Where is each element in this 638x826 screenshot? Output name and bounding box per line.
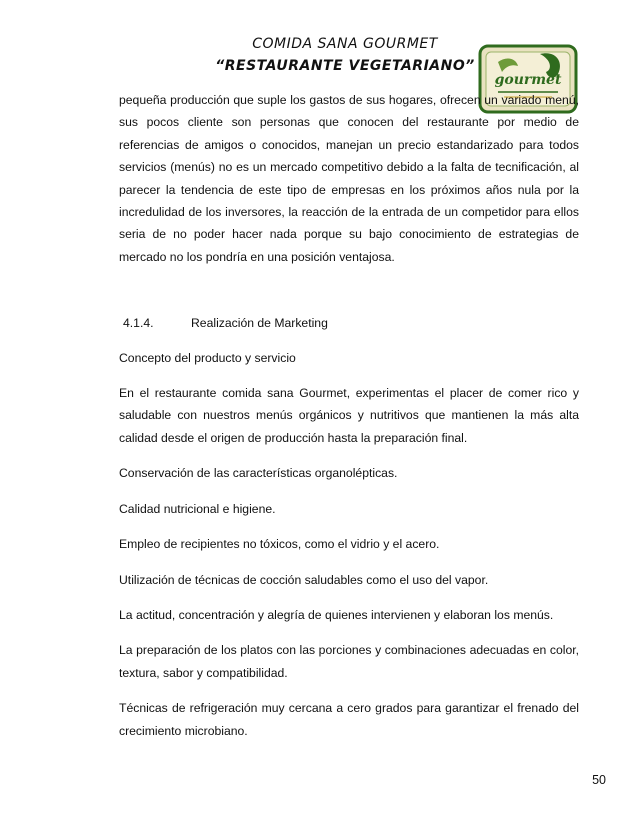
subheading-product-concept: Concepto del producto y servicio (119, 350, 296, 365)
section-heading (119, 312, 579, 334)
paragraph-organoleptic: Conservación de las características organolépticas. (119, 466, 398, 481)
paragraph-competition: pequeña producción que suple los gastos de sus hogares, ofrecen un variado menú, sus pocos cliente son personas que conocen del restaurante por medio de referencias de amigos o conocidos, manejan un precio estandarizado para todos servicios (menús) no es un mercado competitivo debido a la falta de tecnificación, al parecer la tendencia de este tipo de empresas en los próximos años nula por la incredulidad de los inversores, la reacción de la entrada de un competidor para ellos seria de no poder hacer nada porque su bajo conocimiento de estrategias de mercado no los pondría en una posición ventajosa. (119, 93, 579, 264)
header-subtitle: “RESTAURANTE VEGETARIANO” (215, 58, 475, 74)
paragraph-cooking: Utilización de técnicas de cocción saludables como el uso del vapor. (119, 572, 489, 587)
paragraph-nutrition: Calidad nutricional e higiene. (119, 501, 276, 516)
page-content (119, 89, 579, 755)
paragraph-refrigeration: Técnicas de refrigeración muy cercana a cero grados para garantizar el frenado del crecimiento microbiano. (119, 701, 579, 738)
paragraph-preparation: La preparación de los platos con las porciones y combinaciones adecuadas en color, textura, sabor y compatibilidad. (119, 643, 579, 680)
logo-text: gourmet (494, 72, 562, 88)
page-number: 50 (592, 773, 606, 787)
paragraph-containers: Empleo de recipientes no tóxicos, como el vidrio y el acero. (119, 537, 440, 552)
paragraph-restaurant-intro: En el restaurante comida sana Gourmet, experimentas el placer de comer rico y saludable con nuestros menús orgánicos y nutritivos que mantienen la más alta calidad desde el origen de producción hasta la preparación final. (119, 386, 579, 445)
header-title: COMIDA SANA GOURMET (252, 36, 438, 52)
paragraph-attitude: La actitud, concentración y alegría de quienes intervienen y elaboran los menús. (119, 607, 554, 622)
section-title: Realización de Marketing (191, 316, 328, 331)
section-number: 4.1.4. (123, 316, 154, 331)
